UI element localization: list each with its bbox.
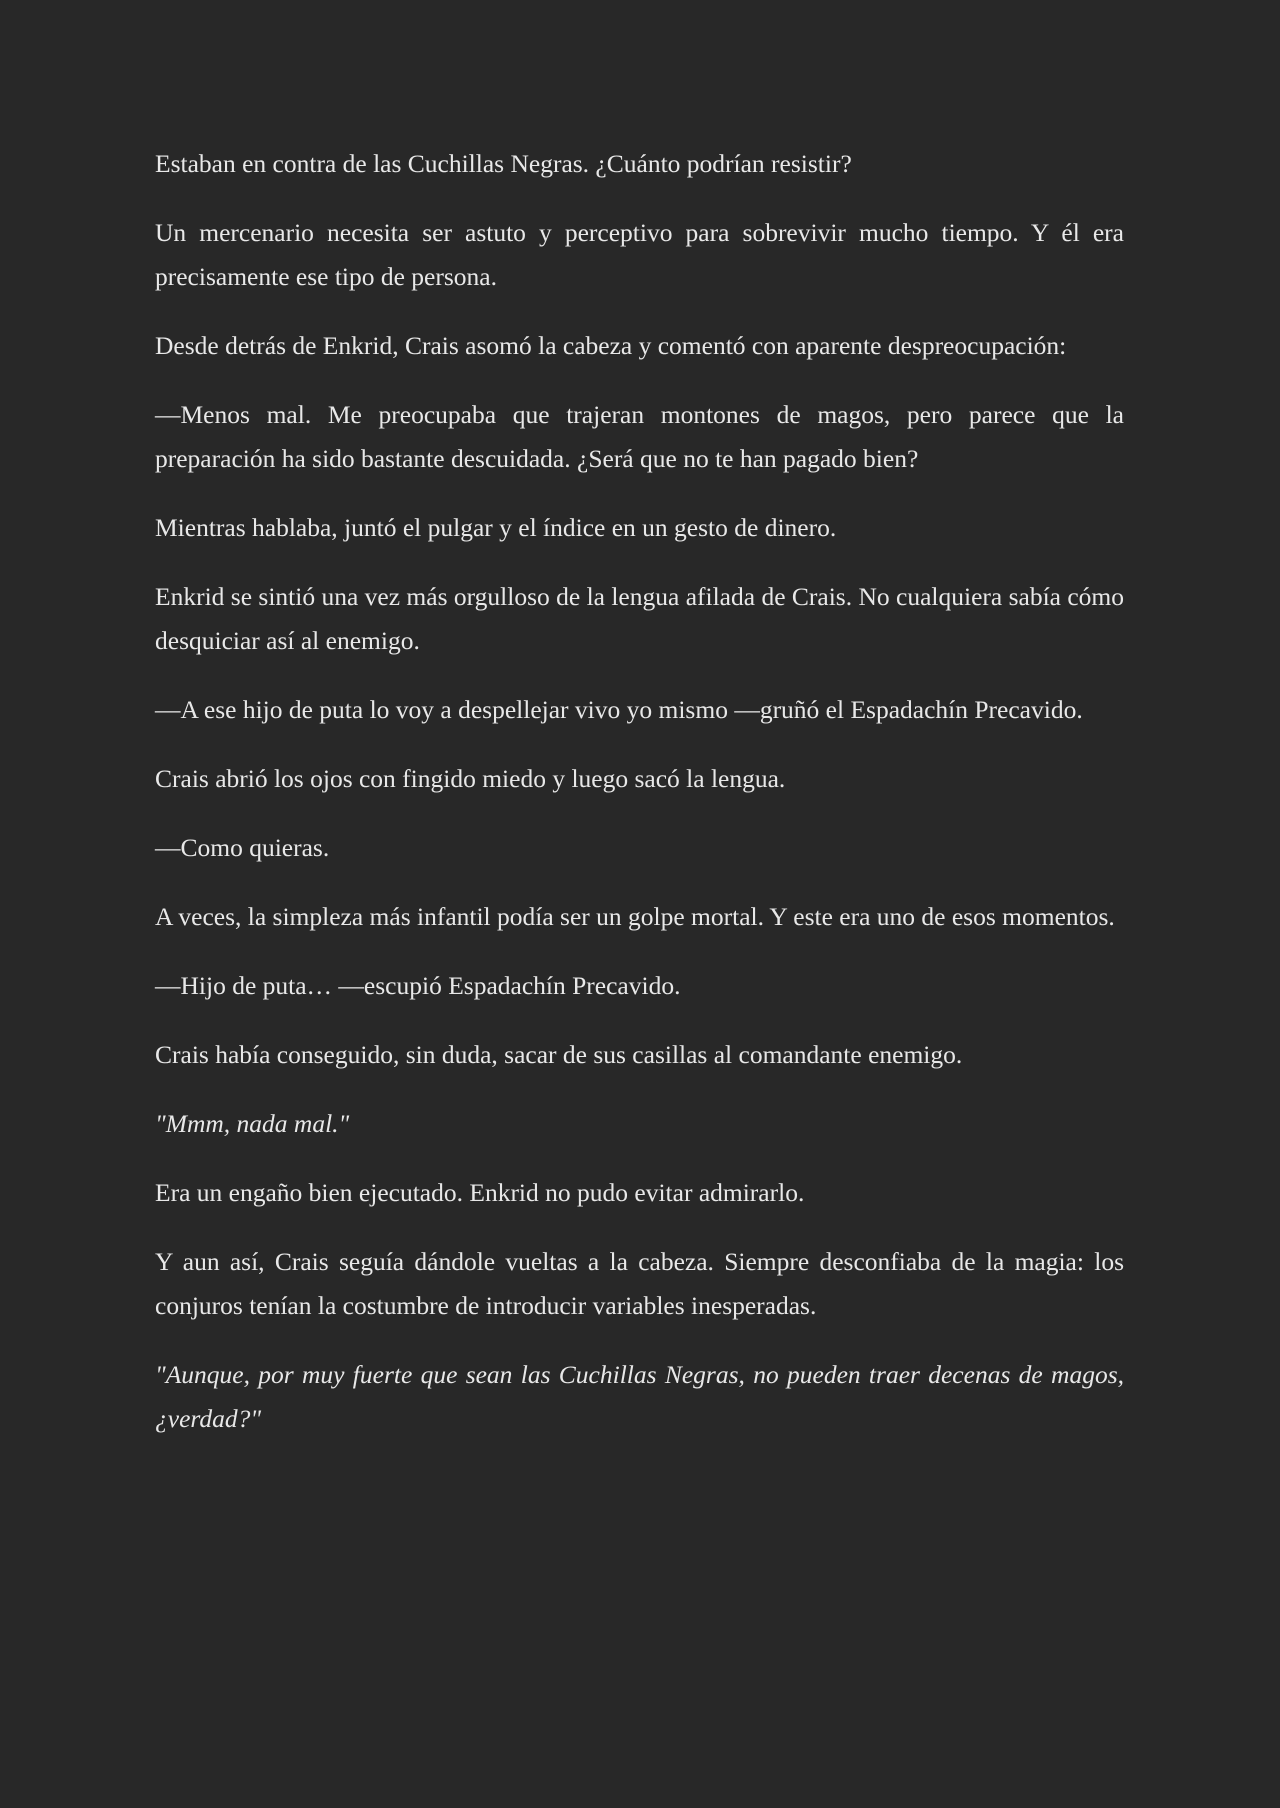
paragraph: Desde detrás de Enkrid, Crais asomó la cabeza y comentó con aparente despreocupación: bbox=[155, 331, 1067, 360]
paragraph: —Como quieras. bbox=[155, 833, 330, 862]
paragraph: Crais había conseguido, sin duda, sacar de sus casillas al comandante enemigo. bbox=[155, 1040, 963, 1069]
paragraph: A veces, la simpleza más infantil podía ser un golpe mortal. Y este era uno de esos momentos. bbox=[155, 902, 1115, 931]
thought-paragraph: "Mmm, nada mal." bbox=[155, 1109, 350, 1138]
paragraph: Era un engaño bien ejecutado. Enkrid no pudo evitar admirarlo. bbox=[155, 1178, 805, 1207]
paragraph: Enkrid se sintió una vez más orgulloso de la lengua afilada de Crais. No cualquiera sabía cómo desquiciar así al enemigo. bbox=[155, 582, 1124, 655]
paragraph: Estaban en contra de las Cuchillas Negras. ¿Cuánto podrían resistir? bbox=[155, 149, 852, 178]
paragraph: —Hijo de puta… —escupió Espadachín Precavido. bbox=[155, 971, 681, 1000]
paragraph: Mientras hablaba, juntó el pulgar y el índice en un gesto de dinero. bbox=[155, 513, 837, 542]
paragraph: —A ese hijo de puta lo voy a despellejar vivo yo mismo —gruñó el Espadachín Precavido. bbox=[155, 695, 1083, 724]
paragraph: Un mercenario necesita ser astuto y perceptivo para sobrevivir mucho tiempo. Y él era precisamente ese tipo de persona. bbox=[155, 218, 1124, 291]
paragraph: Y aun así, Crais seguía dándole vueltas a la cabeza. Siempre desconfiaba de la magia: los conjuros tenían la costumbre de introducir variables inesperadas. bbox=[155, 1247, 1124, 1320]
paragraph: —Menos mal. Me preocupaba que trajeran montones de magos, pero parece que la preparación ha sido bastante descuidada. ¿Será que no te han pagado bien? bbox=[155, 400, 1124, 473]
paragraph: Crais abrió los ojos con fingido miedo y luego sacó la lengua. bbox=[155, 764, 786, 793]
thought-paragraph: "Aunque, por muy fuerte que sean las Cuchillas Negras, no pueden traer decenas de magos, ¿verdad?" bbox=[155, 1360, 1124, 1433]
